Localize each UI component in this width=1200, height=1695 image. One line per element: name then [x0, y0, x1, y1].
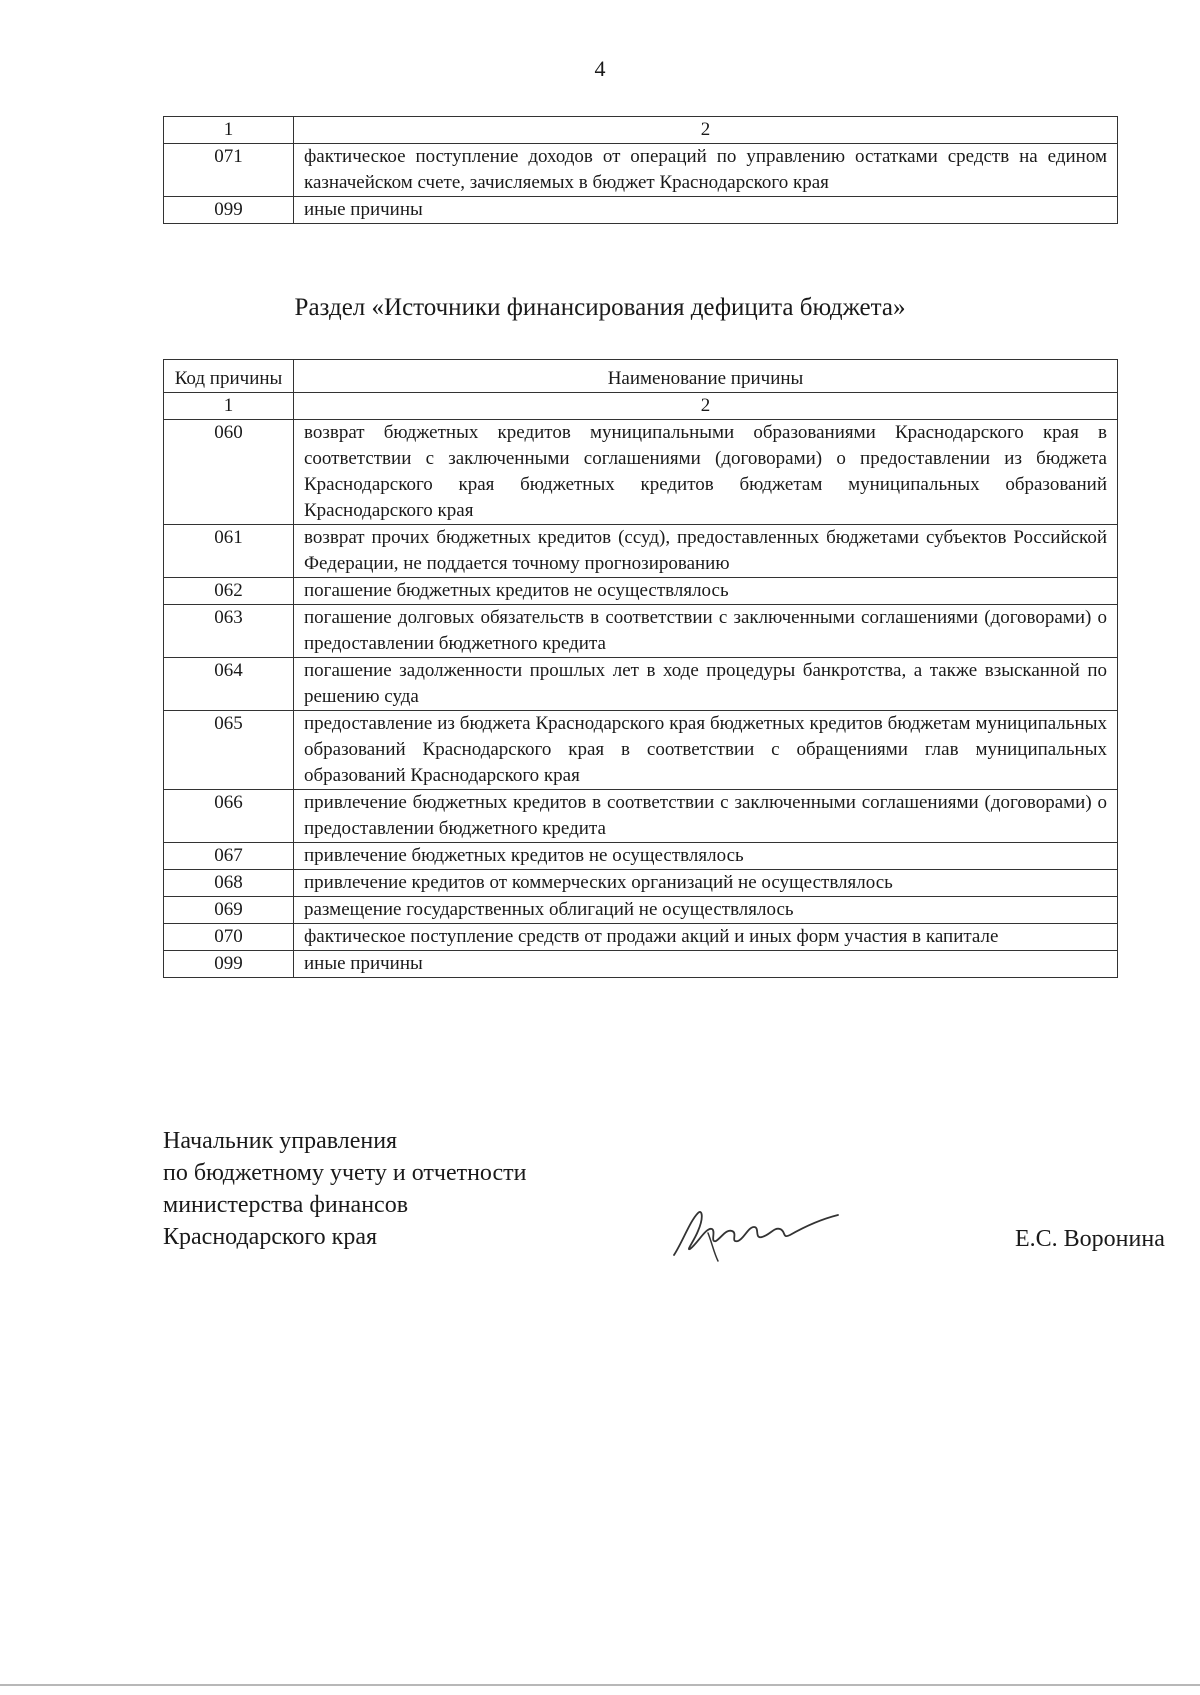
table-row [164, 578, 1118, 605]
reason-text: фактическое поступление доходов от операций по управлению остатками средств на едином казначейском счете, зачисляемых в бюджет Краснодарского края [294, 144, 1118, 197]
table-row [164, 197, 1118, 224]
table-row [164, 790, 1118, 843]
continued-reasons-table [163, 116, 1118, 224]
reason-code: 071 [164, 144, 294, 197]
reason-text: размещение государственных облигаций не осуществлялось [294, 897, 1118, 924]
section-title: Раздел «Источники финансирования дефицита бюджета» [294, 294, 906, 321]
reason-text: погашение задолженности прошлых лет в ходе процедуры банкротства, а также взысканной по решению суда [294, 658, 1118, 711]
reason-text: фактическое поступление средств от продажи акций и иных форм участия в капитале [294, 924, 1118, 951]
reason-code: 067 [164, 843, 294, 870]
table-row [164, 605, 1118, 658]
table-row [164, 144, 1118, 197]
header-code: Код причины [164, 360, 294, 393]
reason-text: погашение бюджетных кредитов не осуществлялось [294, 578, 1118, 605]
reason-code: 066 [164, 790, 294, 843]
column-number: 2 [294, 393, 1118, 420]
table-header-row [164, 360, 1118, 393]
reason-code: 062 [164, 578, 294, 605]
table-row [164, 924, 1118, 951]
signer-name: Е.С. Воронина [1015, 1226, 1165, 1252]
page-bottom-edge [0, 1684, 1200, 1686]
reason-text: привлечение бюджетных кредитов в соответствии с заключенными соглашениями (договорами) о предоставлении бюджетного кредита [294, 790, 1118, 843]
table-row [164, 870, 1118, 897]
reason-code: 061 [164, 525, 294, 578]
reason-text: привлечение бюджетных кредитов не осуществлялось [294, 843, 1118, 870]
reason-code: 099 [164, 197, 294, 224]
reason-text: иные причины [294, 951, 1118, 978]
reason-code: 060 [164, 420, 294, 525]
signer-position-line: по бюджетному учету и отчетности [163, 1160, 527, 1186]
reason-code: 064 [164, 658, 294, 711]
signer-position-line: министерства финансов [163, 1192, 409, 1218]
column-number: 1 [164, 117, 294, 144]
reason-text: привлечение кредитов от коммерческих организаций не осуществлялось [294, 870, 1118, 897]
signer-position [163, 1125, 527, 1253]
page-number: 4 [594, 56, 606, 81]
signer-position-line: Начальник управления [163, 1128, 398, 1154]
table-row [164, 420, 1118, 525]
reason-code: 065 [164, 711, 294, 790]
signer-position-line: Краснодарского края [163, 1224, 378, 1250]
reason-text: погашение долговых обязательств в соответствии с заключенными соглашениями (договорами) о предоставлении бюджетного кредита [294, 605, 1118, 658]
table-row [164, 711, 1118, 790]
table-row [164, 897, 1118, 924]
reason-code: 063 [164, 605, 294, 658]
table-row [164, 525, 1118, 578]
column-number: 1 [164, 393, 294, 420]
handwritten-signature [668, 1203, 843, 1265]
column-numbering-row [164, 393, 1118, 420]
column-number: 2 [294, 117, 1118, 144]
reason-code: 069 [164, 897, 294, 924]
reason-code: 070 [164, 924, 294, 951]
reason-code: 099 [164, 951, 294, 978]
financing-sources-reasons-table [163, 359, 1118, 978]
reason-code: 068 [164, 870, 294, 897]
table-row [164, 658, 1118, 711]
table-row [164, 951, 1118, 978]
table-row [164, 843, 1118, 870]
header-reason-name: Наименование причины [294, 360, 1118, 393]
reason-text: возврат бюджетных кредитов муниципальными образованиями Краснодарского края в соответствии с заключенными соглашениями (договорами) о предоставлении из бюджета Краснодарского края бюджетных кредитов бюджетам муниципальных образований Краснодарского края [294, 420, 1118, 525]
reason-text: иные причины [294, 197, 1118, 224]
reason-text: возврат прочих бюджетных кредитов (ссуд), предоставленных бюджетами субъектов Российской Федерации, не поддается точному прогнозированию [294, 525, 1118, 578]
column-numbering-row [164, 117, 1118, 144]
reason-text: предоставление из бюджета Краснодарского края бюджетных кредитов бюджетам муниципальных образований Краснодарского края в соответствии с обращениями глав муниципальных образований Краснодарского края [294, 711, 1118, 790]
